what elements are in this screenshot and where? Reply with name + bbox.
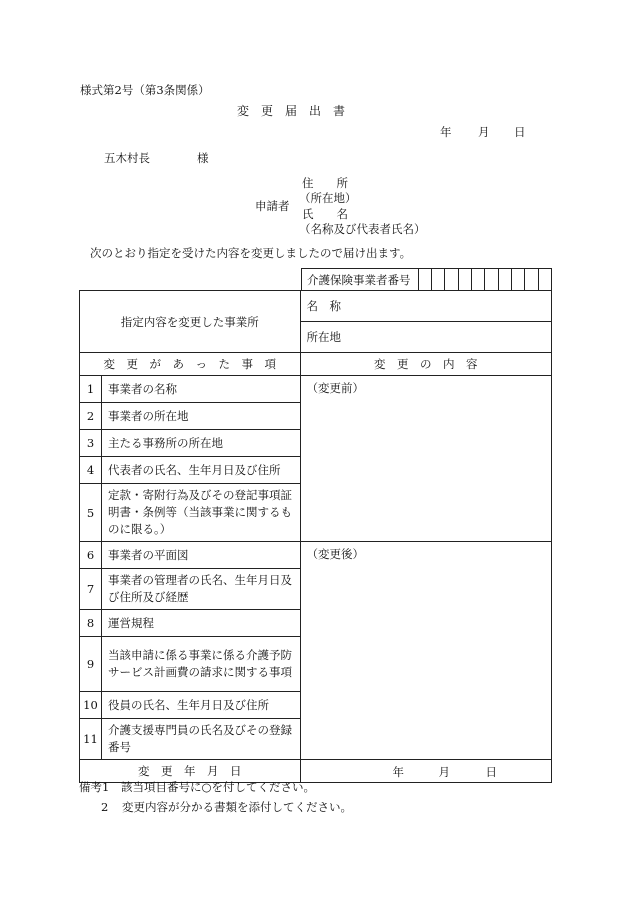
change-date-field[interactable]: [300, 760, 551, 783]
addressee-name: 五木村長: [104, 151, 150, 165]
provider-number-digit[interactable]: [431, 269, 444, 291]
item-number: 7: [80, 569, 102, 610]
note-2-prefix: 2: [101, 800, 109, 814]
provider-number-digit[interactable]: [445, 269, 458, 291]
note-1-prefix: 備考1: [79, 780, 110, 794]
applicant-label: 申請者: [255, 199, 290, 213]
item-text: 事業者の名称: [101, 376, 300, 403]
form-id: 様式第2号（第3条関係）: [80, 83, 210, 97]
change-date-year: 年: [392, 765, 405, 779]
item-text: 事業者の平面図: [101, 542, 300, 569]
items-header: 変 更 が あ っ た 事 項: [80, 353, 301, 376]
provider-number-digit[interactable]: [525, 269, 538, 291]
content-header: 変 更 の 内 容: [300, 353, 551, 376]
item-text: 当該申請に係る事業に係る介護予防サービス計画費の請求に関する事項: [101, 637, 300, 692]
document-title: 変 更 届 出 書: [237, 104, 346, 118]
provider-number-digit[interactable]: [511, 269, 524, 291]
item-text: 運営規程: [101, 610, 300, 637]
applicant-address-label: 住 所: [302, 176, 348, 190]
change-date-month: 月: [438, 765, 451, 779]
item-number: 6: [80, 542, 102, 569]
item-number: 2: [80, 403, 102, 430]
change-date-label: 変 更 年 月 日: [80, 760, 301, 783]
provider-number-digit[interactable]: [485, 269, 498, 291]
provider-number-digit[interactable]: [498, 269, 511, 291]
provider-number-digit[interactable]: [538, 269, 551, 291]
item-number: 9: [80, 637, 102, 692]
provider-number-label: 介護保険事業者番号: [302, 269, 419, 291]
item-number: 3: [80, 430, 102, 457]
office-label: 指定内容を変更した事業所: [80, 291, 301, 353]
item-text: 代表者の氏名、生年月日及び住所: [101, 457, 300, 484]
item-number: 10: [80, 692, 102, 719]
applicant-name-sub: （名称及び代表者氏名）: [299, 222, 426, 236]
applicant-name-label: 氏 名: [302, 207, 348, 221]
item-text: 事業者の所在地: [101, 403, 300, 430]
office-name-field[interactable]: [300, 291, 551, 322]
office-address-label: 所在地: [306, 330, 342, 344]
item-number: 11: [80, 719, 102, 760]
note-2: [101, 799, 352, 815]
date-month-label: 月: [478, 125, 490, 139]
note-1-text: 該当項目番号に○を付してください。: [120, 780, 316, 794]
item-number: 1: [80, 376, 102, 403]
item-number: 8: [80, 610, 102, 637]
item-text: 事業者の管理者の氏名、生年月日及び住所及び経歴: [101, 569, 300, 610]
provider-number-digit[interactable]: [458, 269, 471, 291]
addressee-honorific: 様: [197, 151, 209, 165]
office-address-field[interactable]: [300, 322, 551, 353]
after-label: （変更後）: [306, 547, 365, 561]
provider-number-digit[interactable]: [418, 269, 431, 291]
change-date-day: 日: [485, 765, 498, 779]
date-day-label: 日: [514, 125, 526, 139]
after-content-field[interactable]: [300, 542, 551, 760]
applicant-address-sub: （所在地）: [299, 191, 357, 205]
intro-text: 次のとおり指定を受けた内容を変更しましたので届け出ます。: [90, 246, 412, 260]
provider-number-digit[interactable]: [471, 269, 484, 291]
note-1: [79, 779, 315, 795]
item-text: 役員の氏名、生年月日及び住所: [101, 692, 300, 719]
before-label: （変更前）: [306, 381, 365, 395]
item-text: 介護支援専門員の氏名及びその登録番号: [101, 719, 300, 760]
date-year-label: 年: [440, 125, 452, 139]
before-content-field[interactable]: [300, 376, 551, 542]
provider-number-table: [301, 268, 552, 291]
change-table: [79, 290, 552, 783]
item-number: 4: [80, 457, 102, 484]
item-text: 定款・寄附行為及びその登記事項証明書・条例等（当該事業に関するものに限る。）: [101, 484, 300, 542]
item-text: 主たる事務所の所在地: [101, 430, 300, 457]
item-number: 5: [80, 484, 102, 542]
office-name-label: 名 称: [306, 299, 342, 313]
note-2-text: 変更内容が分かる書類を添付してください。: [121, 800, 352, 814]
